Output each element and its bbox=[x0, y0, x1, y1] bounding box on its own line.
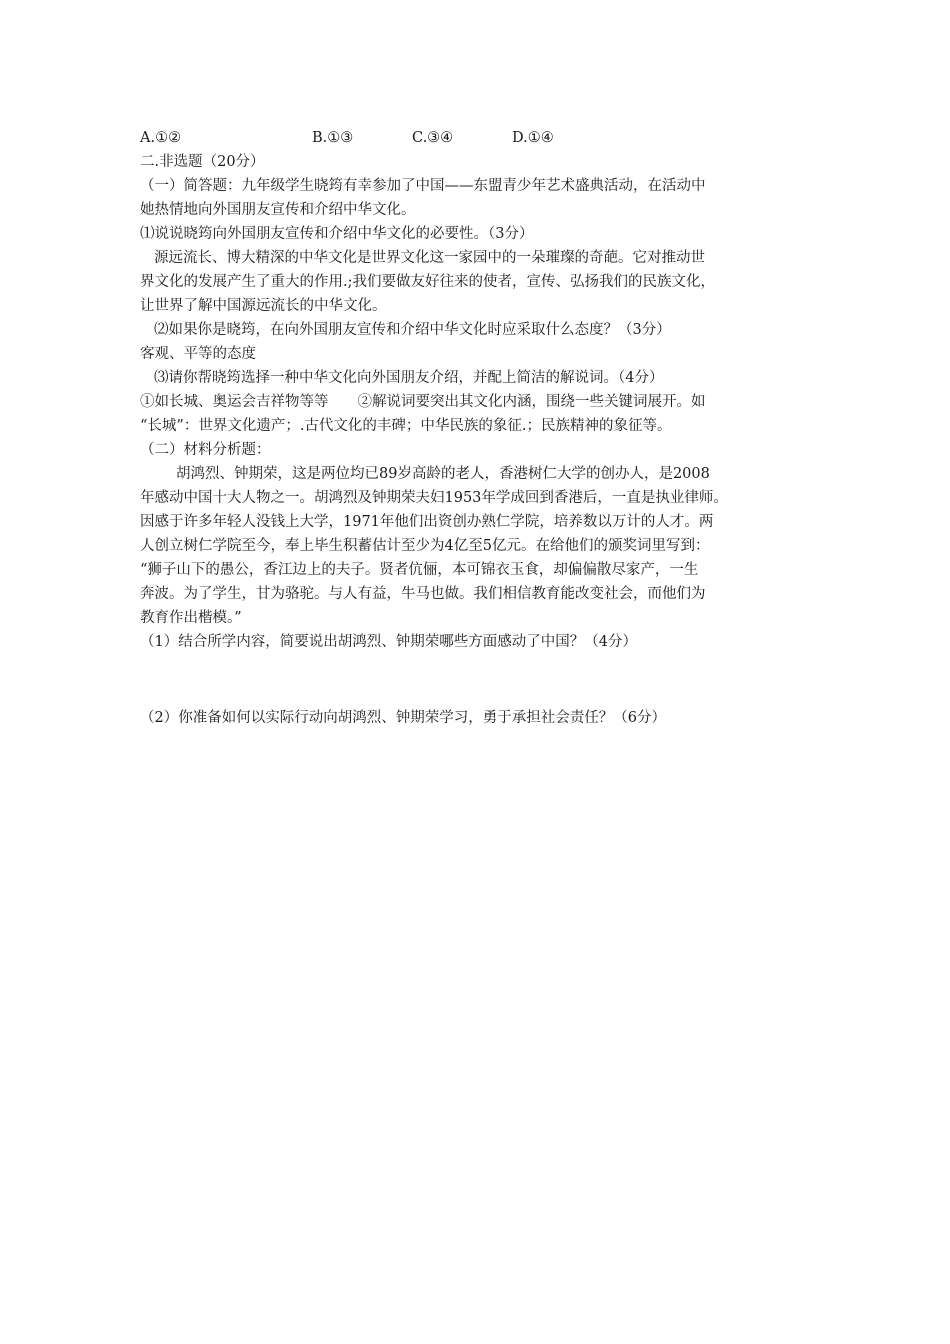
option-a: A.①② bbox=[140, 130, 182, 146]
question-1: ⑴说说晓筠向外国朋友宣传和介绍中华文化的必要性。（3分） bbox=[140, 226, 534, 242]
answer-3-line-1: ①如长城、奥运会吉祥物等等 ②解说词要突出其文化内涵，围绕一些关键词展开。如 bbox=[140, 394, 706, 410]
material-line-3: 因感于许多年轻人没钱上大学，1971年他们出资创办熟仁学院，培养数以万计的人才。两 bbox=[140, 514, 714, 530]
material-line-6: 奔波。为了学生，甘为骆驼。与人有益，牛马也做。我们相信教育能改变社会，而他们为 bbox=[140, 586, 706, 602]
material-line-4: 人创立树仁学院至今，奉上毕生积蓄估计至少为4亿至5亿元。在给他们的颁奖词里写到： bbox=[140, 538, 710, 554]
part1-heading-line-1: （一）简答题：九年级学生晓筠有幸参加了中国——东盟青少年艺术盛典活动，在活动中 bbox=[140, 178, 706, 194]
answer-1-line-3: 让世界了解中国源远流长的中华文化。 bbox=[140, 298, 387, 314]
part2-question-1: （1）结合所学内容，简要说出胡鸿烈、钟期荣哪些方面感动了中国？（4分） bbox=[140, 634, 637, 650]
answer-3-line-2: “长城”：世界文化遗产；.古代文化的丰碑；中华民族的象征.；民族精神的象征等。 bbox=[140, 418, 672, 434]
part2-heading: （二）材料分析题： bbox=[140, 442, 271, 458]
answer-2: 客观、平等的态度 bbox=[140, 346, 256, 362]
material-line-2: 年感动中国十大人物之一。胡鸿烈及钟期荣夫妇1953年学成回到香港后，一直是执业律师。 bbox=[140, 490, 728, 506]
answer-space-2 bbox=[140, 682, 820, 706]
part2-question-2: （2）你准备如何以实际行动向胡鸿烈、钟期荣学习，勇于承担社会责任？（6分） bbox=[140, 710, 666, 726]
answer-1-line-1: 源远流长、博大精深的中华文化是世界文化这一家园中的一朵璀璨的奇葩。它对推动世 bbox=[154, 250, 705, 266]
answer-space-1 bbox=[140, 654, 820, 682]
material-line-1: 胡鸿烈、钟期荣，这是两位均已89岁高龄的老人，香港树仁大学的创办人，是2008 bbox=[176, 466, 710, 482]
section-heading: 二.非选题（20分） bbox=[140, 154, 265, 170]
document-content bbox=[140, 126, 820, 730]
question-2: ⑵如果你是晓筠，在向外国朋友宣传和介绍中华文化时应采取什么态度？（3分） bbox=[154, 322, 671, 338]
option-d: D.①④ bbox=[512, 130, 554, 146]
question-3: ⑶请你帮晓筠选择一种中华文化向外国朋友介绍，并配上简洁的解说词。（4分） bbox=[154, 370, 664, 386]
option-c: C.③④ bbox=[412, 130, 454, 146]
choice-options bbox=[140, 126, 820, 150]
material-line-7: 教育作出楷模。” bbox=[140, 610, 242, 626]
part1-heading-line-2: 她热情地向外国朋友宣传和介绍中华文化。 bbox=[140, 202, 416, 218]
option-b: B.①③ bbox=[312, 130, 354, 146]
material-line-5: “狮子山下的愚公，香江边上的夫子。贤者伉俪，本可锦衣玉食，却偏偏散尽家产，一生 bbox=[140, 562, 699, 578]
answer-1-line-2: 界文化的发展产生了重大的作用.;我们要做友好往来的使者，宣传、弘扬我们的民族文化， bbox=[140, 274, 715, 290]
